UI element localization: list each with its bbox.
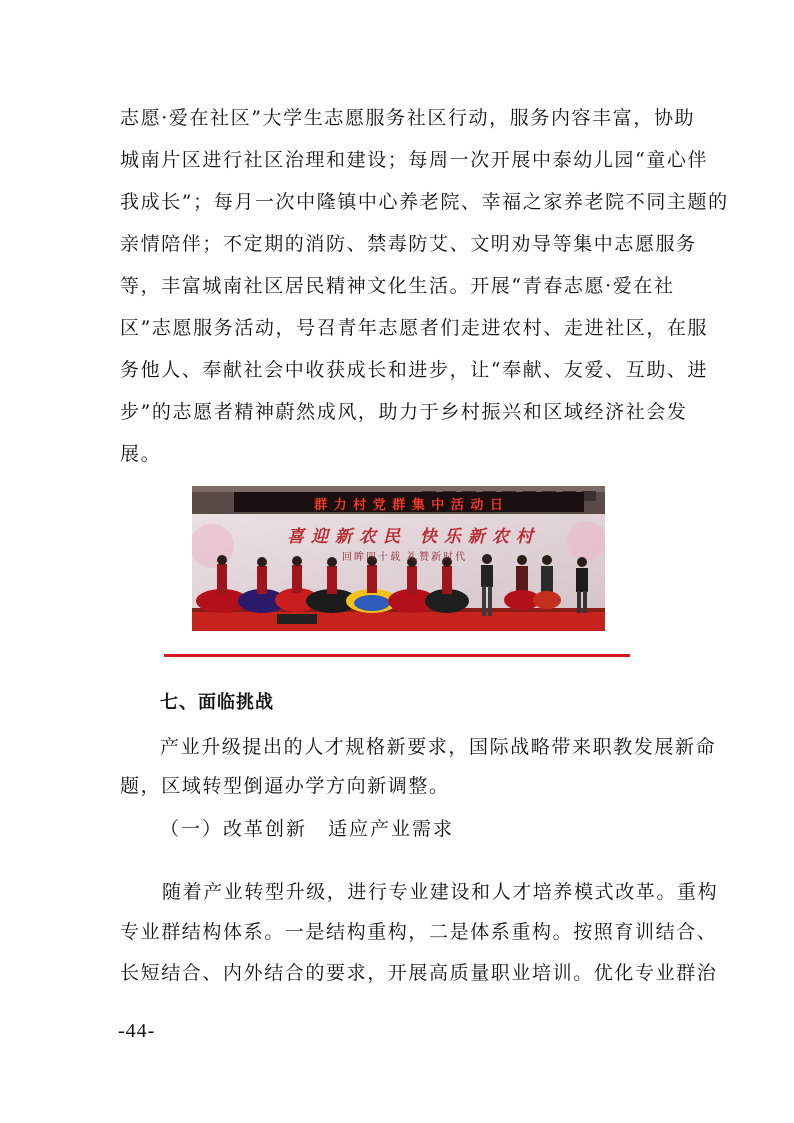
text-line: 展。 [120,443,162,465]
subsection-heading: （一）改革创新 适应产业需求 [160,818,455,840]
text-line: 我成长”；每月一次中隆镇中心养老院、幸福之家养老院不同主题的 [120,191,729,213]
backdrop-title: 喜迎新农民 快乐新农村 [287,527,540,547]
text-line: 产业升级提出的人才规格新要求，国际战略带来职教发展新命 [160,736,717,758]
text-line: 城南片区进行社区治理和建设；每周一次开展中泰幼儿园“童心伴 [120,149,709,171]
text-line: 专业群结构体系。一是结构重构，二是体系重构。按照育训结合、 [120,921,718,943]
page-number: -44- [118,1020,156,1042]
event-photo [192,486,605,631]
backdrop-subtitle: 回眸四十载 礼赞新时代 [342,552,468,563]
text-line: 亲情陪伴；不定期的消防、禁毒防艾、文明劝导等集中志愿服务 [120,233,697,255]
text-line: 随着产业转型升级，进行专业建设和人才培养模式改革。重构 [162,881,719,903]
text-line: 步”的志愿者精神蔚然成风，助力于乡村振兴和区域经济社会发 [120,401,688,423]
section-heading: 七、面临挑战 [160,692,274,713]
text-line: 区”志愿服务活动，号召青年志愿者们走进农村、走进社区，在服 [120,317,709,339]
text-line: 务他人、奉献社会中收获成长和进步，让“奉献、友爱、互助、进 [120,359,709,381]
text-line: 等，丰富城南社区居民精神文化生活。开展“青春志愿·爱在社 [120,275,675,297]
text-line: 志愿·爱在社区”大学生志愿服务社区行动，服务内容丰富，协助 [120,107,696,129]
text-line: 长短结合、内外结合的要求，开展高质量职业培训。优化专业群治 [120,962,718,984]
red-divider [164,654,630,657]
led-banner-text: 群 力 村 党 群 集 中 活 动 日 [314,498,504,513]
text-line: 题，区域转型倒逼办学方向新调整。 [120,775,450,797]
